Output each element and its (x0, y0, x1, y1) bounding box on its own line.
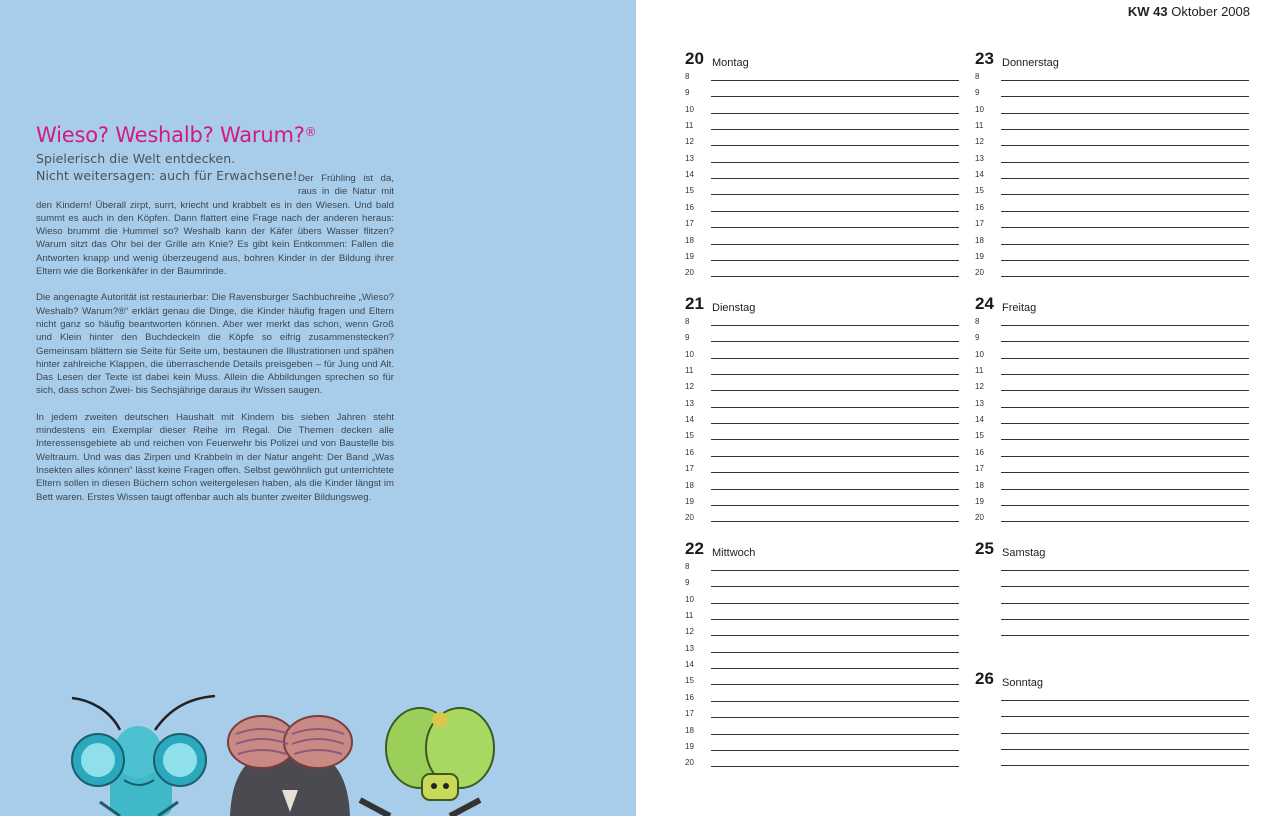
writing-line[interactable] (711, 211, 959, 212)
writing-line[interactable] (1001, 96, 1249, 97)
writing-line[interactable] (711, 260, 959, 261)
hour-label: 19 (685, 496, 694, 506)
hour-label: 17 (685, 219, 694, 229)
day-number: 26 (975, 669, 994, 688)
hour-label: 9 (975, 88, 980, 98)
hour-label: 14 (975, 170, 984, 180)
hour-label: 18 (685, 725, 694, 735)
writing-line[interactable] (711, 505, 959, 506)
hour-label: 19 (975, 251, 984, 261)
hour-label: 10 (975, 104, 984, 114)
writing-line[interactable] (1001, 211, 1249, 212)
hour-label: 9 (685, 88, 690, 98)
hour-label: 19 (685, 741, 694, 751)
writing-line[interactable] (1001, 570, 1249, 571)
writing-line[interactable] (1001, 733, 1249, 734)
hour-label: 10 (685, 104, 694, 114)
day-name: Freitag (1002, 302, 1037, 314)
writing-line[interactable] (1001, 80, 1249, 81)
writing-line[interactable] (1001, 178, 1249, 179)
hour-label: 13 (975, 153, 984, 163)
day-header (685, 50, 959, 72)
day-name: Dienstag (712, 302, 756, 314)
day-header (685, 540, 959, 562)
writing-line[interactable] (1001, 194, 1249, 195)
writing-line[interactable] (1001, 749, 1249, 750)
day-header (975, 670, 1249, 692)
hour-label: 8 (975, 317, 980, 326)
day-number: 22 (685, 539, 704, 558)
hour-label: 8 (685, 72, 690, 81)
writing-line[interactable] (711, 423, 959, 424)
writing-line[interactable] (711, 80, 959, 81)
day-block-dienstag (685, 294, 959, 523)
insect-illustration (60, 690, 520, 816)
hour-label: 12 (975, 137, 984, 147)
day-name: Samstag (1002, 547, 1046, 559)
hour-label: 11 (975, 121, 984, 131)
hour-label: 14 (685, 170, 694, 180)
hour-label: 17 (975, 464, 984, 474)
hour-label: 19 (975, 496, 984, 506)
hour-label: 13 (685, 153, 694, 163)
writing-line[interactable] (1001, 341, 1249, 342)
writing-line[interactable] (711, 586, 959, 587)
hour-label: 13 (975, 398, 984, 408)
hour-label: 15 (685, 676, 694, 686)
writing-line[interactable] (1001, 260, 1249, 261)
writing-line[interactable] (711, 113, 959, 114)
right-page (636, 0, 1276, 816)
writing-line[interactable] (1001, 505, 1249, 506)
writing-line[interactable] (711, 717, 959, 718)
hour-label: 16 (975, 202, 984, 212)
day-number: 20 (685, 49, 704, 68)
hour-label: 20 (975, 513, 984, 523)
hour-label: 10 (975, 349, 984, 359)
writing-line[interactable] (1001, 619, 1249, 620)
article-paragraph-2: Die angenagte Autorität ist restaurierbar: Die Ravensburger Sachbuchreihe „Wieso? Weshalb? Warum?®“ erklärt genau die Dinge, die Kinder häufig fragen und Eltern nicht ganz so häufig beantworten können. Aber wer merkt das schon, wenn Groß und Klein hinter den Buchdeckeln die Köpfe so eifrig zusammenstecken? Gemeinsam blättern sie Seite für Seite um, bestaunen die Illustrationen und spähen hinter zahlreiche Klappen, die überraschende Details preisgeben – für Jung und Alt. Das Lesen der Texte ist dabei kein Muss. Allein die Abbildungen sprechen so für sich, dass schon Zwei- bis Sechsjährige daraus ihr Wissen saugen. (36, 292, 394, 397)
hour-label: 16 (685, 447, 694, 457)
day-block-donnerstag (975, 49, 1249, 278)
day-name: Sonntag (1002, 677, 1043, 689)
hour-label: 15 (685, 431, 694, 441)
writing-line[interactable] (1001, 472, 1249, 473)
hour-label: 14 (975, 415, 984, 425)
hour-label: 18 (685, 235, 694, 245)
day-name: Mittwoch (712, 547, 756, 559)
hour-label: 10 (685, 594, 694, 604)
week-header (1128, 4, 1250, 19)
writing-line[interactable] (711, 766, 959, 767)
writing-line[interactable] (711, 358, 959, 359)
writing-line[interactable] (1001, 390, 1249, 391)
hour-label: 16 (975, 447, 984, 457)
hour-label: 15 (685, 186, 694, 196)
day-name: Montag (712, 57, 749, 69)
writing-line[interactable] (711, 374, 959, 375)
hour-label: 13 (685, 643, 694, 653)
hour-label: 11 (685, 366, 694, 376)
writing-line[interactable] (1001, 603, 1249, 604)
writing-line[interactable] (711, 684, 959, 685)
writing-line[interactable] (1001, 716, 1249, 717)
article-title-text: Wieso? Weshalb? Warum? (36, 123, 305, 147)
hour-label: 13 (685, 398, 694, 408)
damselfly-head-icon (72, 696, 215, 816)
writing-line[interactable] (1001, 129, 1249, 130)
writing-line[interactable] (1001, 227, 1249, 228)
article-title (36, 123, 316, 147)
writing-line[interactable] (711, 489, 959, 490)
writing-line[interactable] (711, 734, 959, 735)
writing-line[interactable] (1001, 700, 1249, 701)
writing-line[interactable] (711, 439, 959, 440)
writing-line[interactable] (711, 472, 959, 473)
day-header (975, 540, 1249, 562)
hour-label: 19 (685, 251, 694, 261)
left-page (0, 0, 636, 816)
hour-label: 20 (685, 513, 694, 523)
writing-line[interactable] (711, 619, 959, 620)
hour-label: 8 (685, 562, 690, 571)
hour-label: 12 (975, 382, 984, 392)
writing-line[interactable] (711, 276, 959, 277)
hour-label: 9 (685, 333, 690, 343)
writing-line[interactable] (711, 635, 959, 636)
writing-line[interactable] (711, 701, 959, 702)
writing-line[interactable] (711, 390, 959, 391)
hour-label: 16 (685, 202, 694, 212)
day-number: 21 (685, 294, 704, 313)
registered-mark: ® (304, 125, 317, 139)
writing-line[interactable] (1001, 276, 1249, 277)
hour-label: 17 (685, 709, 694, 719)
writing-line[interactable] (1001, 635, 1249, 636)
hour-label: 8 (975, 72, 980, 81)
day-number: 25 (975, 539, 994, 558)
day-number: 23 (975, 49, 994, 68)
writing-line[interactable] (1001, 244, 1249, 245)
fly-head-icon (228, 716, 352, 816)
hour-label: 17 (975, 219, 984, 229)
day-block-samstag (975, 540, 1249, 562)
dragonfly-head-icon (360, 708, 494, 816)
writing-line[interactable] (711, 129, 959, 130)
writing-line[interactable] (711, 521, 959, 522)
hour-label: 17 (685, 464, 694, 474)
article-paragraph-1: Der Frühling ist da, raus in die Natur mit den Kindern! Überall zirpt, surrt, kriecht und krabbelt es in den Wiesen. Und bald summt es auch in den Köpfen. Dann flattert eine Frage nach der anderen heraus: Wieso brummt die Hummel so? Weshalb kann der Käfer übers Wasser flitzen? Warum sitzt das Ohr bei der Grille am Knie? Es gibt kein Entkommen: Fallen die Antworten knapp und wenig überzeugend aus, bohren Kinder in der Bildung ihrer Eltern wie die Borkenkäfer in der Baumrinde. (36, 173, 394, 278)
day-block-freitag (975, 294, 1249, 523)
writing-line[interactable] (1001, 521, 1249, 522)
hour-label: 18 (685, 480, 694, 490)
writing-line[interactable] (1001, 423, 1249, 424)
writing-line[interactable] (711, 652, 959, 653)
writing-line[interactable] (1001, 456, 1249, 457)
hour-label: 20 (685, 268, 694, 278)
writing-line[interactable] (1001, 439, 1249, 440)
hour-label: 20 (975, 268, 984, 278)
writing-line[interactable] (1001, 374, 1249, 375)
hour-label: 12 (685, 382, 694, 392)
day-block-montag (685, 49, 959, 278)
hour-label: 18 (975, 480, 984, 490)
writing-line[interactable] (711, 603, 959, 604)
writing-line[interactable] (1001, 586, 1249, 587)
day-header (975, 295, 1249, 317)
hour-label: 10 (685, 349, 694, 359)
hour-label: 15 (975, 431, 984, 441)
writing-line[interactable] (1001, 162, 1249, 163)
writing-line[interactable] (1001, 325, 1249, 326)
day-block-mittwoch (685, 539, 959, 768)
article-paragraph-3: In jedem zweiten deutschen Haushalt mit Kindern bis sieben Jahren steht mindestens ein Exemplar dieser Reihe im Regal. Die Themen decken alle Interessensgebiete ab und reichen von Feuerwehr bis Polizei und von Baustelle bis Weltraum. Und was das Zirpen und Krabbeln in der Natur angeht: Der Band „Was Insekten alles können“ lässt keine Fragen offen. Selbst gewöhnlich gut unterrichtete Eltern sollen in diesen Büchern schon weitergelesen haben, als die Kinder längst im Bett waren. Erstes Wissen taugt offenbar auch als bunter zweiter Bildungsweg. (36, 411, 394, 503)
writing-line[interactable] (711, 668, 959, 669)
writing-line[interactable] (711, 162, 959, 163)
writing-line[interactable] (1001, 765, 1249, 766)
hour-label: 9 (685, 578, 690, 588)
writing-line[interactable] (711, 244, 959, 245)
day-name: Donnerstag (1002, 57, 1059, 69)
writing-line[interactable] (1001, 489, 1249, 490)
writing-line[interactable] (711, 570, 959, 571)
writing-line[interactable] (711, 407, 959, 408)
hour-label: 11 (975, 366, 984, 376)
day-number: 24 (975, 294, 994, 313)
writing-line[interactable] (711, 145, 959, 146)
day-block-sonntag (975, 670, 1249, 692)
day-header (685, 295, 959, 317)
hour-label: 14 (685, 415, 694, 425)
writing-line[interactable] (711, 341, 959, 342)
hour-label: 12 (685, 137, 694, 147)
writing-line[interactable] (711, 456, 959, 457)
writing-line[interactable] (1001, 407, 1249, 408)
hour-label: 8 (685, 317, 690, 326)
writing-line[interactable] (711, 325, 959, 326)
writing-line[interactable] (1001, 145, 1249, 146)
month-year-label: Oktober 2008 (1171, 4, 1250, 19)
writing-line[interactable] (1001, 113, 1249, 114)
hour-label: 12 (685, 627, 694, 637)
hour-label: 9 (975, 333, 980, 343)
hour-label: 11 (685, 611, 694, 621)
writing-line[interactable] (1001, 358, 1249, 359)
hour-label: 18 (975, 235, 984, 245)
hour-label: 15 (975, 186, 984, 196)
writing-line[interactable] (711, 194, 959, 195)
day-header (975, 50, 1249, 72)
writing-line[interactable] (711, 178, 959, 179)
writing-line[interactable] (711, 227, 959, 228)
hour-label: 16 (685, 692, 694, 702)
article-subtitle-2: Nicht weitersagen: auch für Erwachsene! (36, 168, 298, 183)
writing-line[interactable] (711, 96, 959, 97)
article-subtitle-1: Spielerisch die Welt entdecken. (36, 151, 236, 166)
hour-label: 14 (685, 660, 694, 670)
article-body (36, 172, 394, 517)
writing-line[interactable] (711, 750, 959, 751)
hour-label: 11 (685, 121, 694, 131)
calendar-week-label: KW 43 (1127, 4, 1168, 19)
hour-label: 20 (685, 758, 694, 768)
